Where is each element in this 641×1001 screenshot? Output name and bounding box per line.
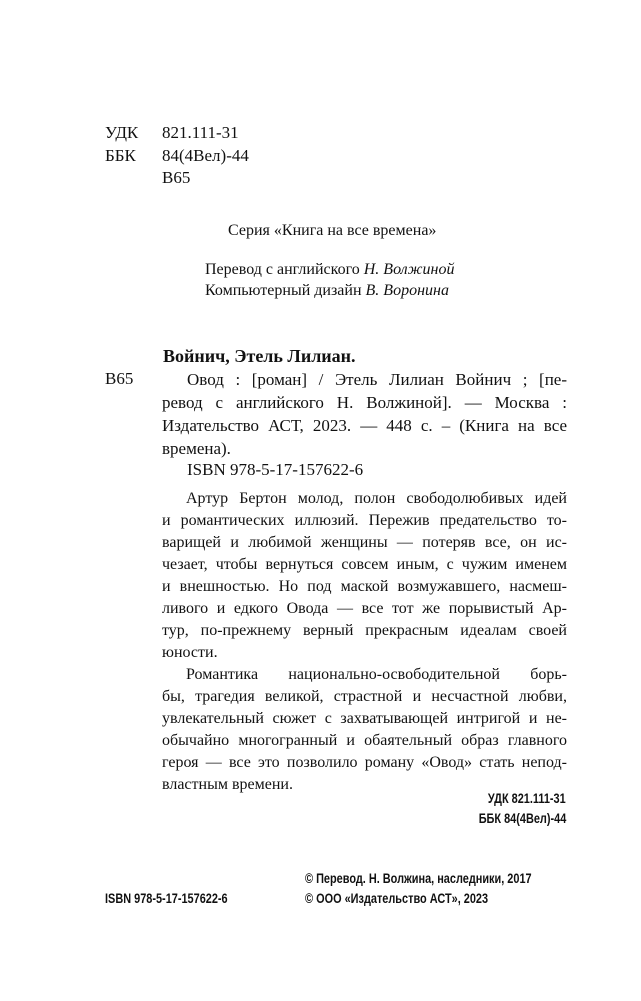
author-heading: Войнич, Этель Лилиан. — [163, 346, 356, 366]
bbk-label: ББК — [105, 146, 136, 165]
annotation-line: Артур Бертон молод, полон свободолюбивых идей — [186, 490, 567, 507]
copyright-translation: © Перевод. Н. Волжина, наследники, 2017 — [305, 870, 532, 886]
annotation-line: властным времени. — [162, 776, 293, 793]
annotation-line: Романтика национально-освободительной борь- — [186, 666, 567, 683]
annotation-line: юности. — [162, 644, 218, 661]
annotation-line: бы, трагедия великой, страстной и несчастной любви, — [162, 688, 567, 705]
design-prefix: Компьютерный дизайн — [205, 282, 362, 299]
annotation-line: варищей и любимой женщины — потеряв все, он ис- — [162, 534, 567, 551]
bbk-value: 84(4Вел)-44 — [162, 146, 249, 165]
udk-label: УДК — [105, 123, 139, 142]
annotation-line: чезает, чтобы вернуться совсем иным, с чужим именем — [162, 556, 567, 573]
annotation-line: героя — все это позволило роману «Овод» стать непод- — [162, 754, 567, 771]
annotation-line: и внешностью. Но под маской возмужавшего, насмеш- — [162, 578, 567, 595]
design-credit — [205, 281, 449, 300]
catalog-mark: В65 — [105, 369, 134, 388]
translation-prefix: Перевод с английского — [205, 261, 360, 278]
udk-bottom: УДК 821.111-31 — [488, 790, 566, 806]
annotation-line: увлекательный сюжет с захватывающей интригой и не- — [162, 710, 567, 727]
bib-line: времена). — [162, 439, 231, 458]
annotation-paragraph-2 — [162, 664, 567, 796]
bibliographic-description — [162, 368, 567, 460]
translator-name: Н. Волжиной — [363, 261, 455, 278]
copyright-publisher: © ООО «Издательство АСТ», 2023 — [305, 890, 489, 906]
bib-line: Издательство АСТ, 2023. — 448 с. – (Книга на все — [162, 416, 567, 435]
translation-credit — [205, 260, 454, 279]
annotation-paragraph-1 — [162, 488, 567, 664]
isbn-bottom: ISBN 978-5-17-157622-6 — [105, 890, 228, 906]
isbn-line: ISBN 978-5-17-157622-6 — [187, 460, 364, 479]
udk-value: 821.111-31 — [162, 123, 239, 142]
series-line: Серия «Книга на все времена» — [228, 222, 437, 239]
annotation-line: ливого и едкого Овода — все тот же порывистый Ар- — [162, 600, 567, 617]
annotation-line: тур, по-прежнему верный прекрасным идеалам своей — [162, 622, 567, 639]
annotation-line: обычайно многогранный и обаятельный образ главного — [162, 732, 567, 749]
designer-name: В. Воронина — [365, 282, 449, 299]
annotation-line: и романтических иллюзий. Пережив предательство то- — [162, 512, 567, 529]
author-mark: В65 — [162, 168, 191, 187]
bib-line: ревод с английского Н. Волжиной]. — Москва : — [162, 393, 567, 412]
bbk-bottom: ББК 84(4Вел)-44 — [478, 810, 566, 826]
bib-line: Овод : [роман] / Этель Лилиан Войнич ; [пе- — [187, 370, 567, 389]
